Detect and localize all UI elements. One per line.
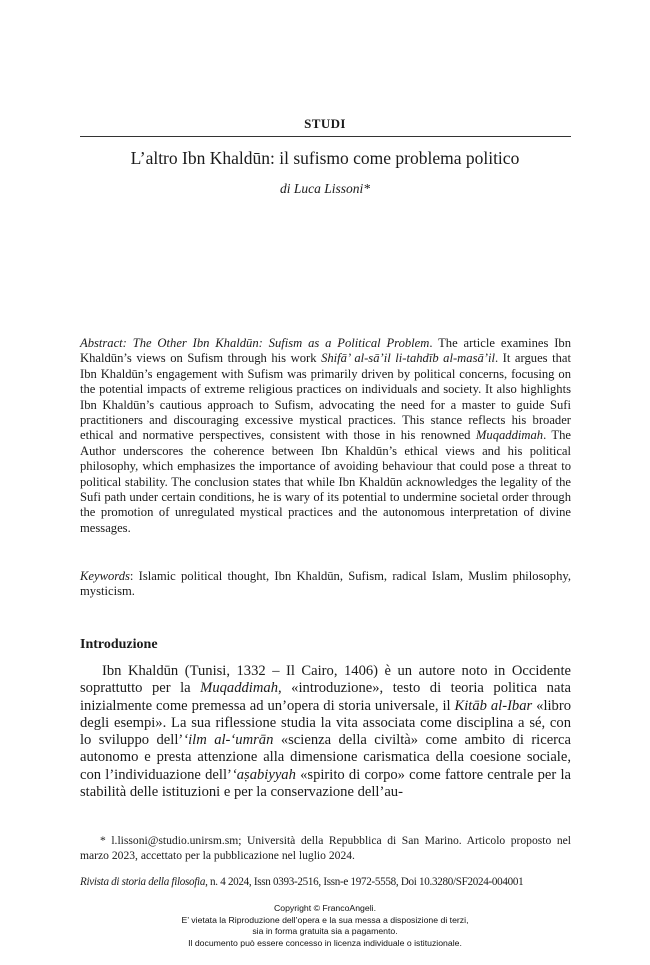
copyright-notice [0,903,650,949]
copyright-line-4: Il documento può essere concesso in licenza individuale o istituzionale. [188,937,462,948]
section-heading-introduzione: Introduzione [80,637,158,652]
keywords-label: Keywords [80,569,130,583]
abstract-text-3: . The Author underscores the coherence between Ibn Khaldūn’s ethical views and his political philosophy, which emphasizes the importance of avoiding behaviour that could pose a threat to political stability. The conclusion states that while Ibn Khaldūn acknowledges the legality of the Sufi path under certain conditions, he is wary of its potential to undermine societal order through the promotion of unregulated mystical practices and the autonomous interpretation of divine messages. [80,428,571,535]
intro-text-2: , «introduzione», testo di teoria politica nata inizialmente come premessa ad un’opera di storia universale, il [80,680,571,714]
intro-muqaddimah: Muqaddimah [200,680,278,697]
abstract-paragraph [80,336,571,536]
header-divider [80,136,571,137]
journal-details: , n. 4 2024, Issn 0393-2516, Issn-e 1972-5558, Doi 10.3280/SF2024-004001 [205,876,524,888]
section-label: STUDI [304,116,346,131]
intro-ilm: ‘ilm al-‘umrān [183,732,274,749]
keywords-text: : Islamic political thought, Ibn Khaldūn, Sufism, radical Islam, Muslim philosophy, mysticism. [80,569,571,599]
abstract-work-title: Shifā’ al-sā’il li-tahdīb al-masā’il [321,351,495,366]
abstract-label: Abstract: The Other Ibn Khaldūn: Sufism as a Political Problem [80,336,430,350]
copyright-line-2: E’ vietata la Riproduzione dell’opera e la sua messa a disposizione di terzi, [181,914,469,925]
intro-text-1: Ibn Khaldūn (Tunisi, 1332 – Il Cairo, 1406) è un autore noto in Occidente soprattutto per la [80,663,571,697]
abstract-text-1: . The article examines Ibn Khaldūn’s views on Sufism through his work [80,336,571,366]
introduction-paragraph [80,663,571,801]
journal-citation [80,876,571,888]
intro-text-4: «scienza della civiltà» come ambito di ricerca autonomo e presta attenzione alla dimensione carismatica della coesione sociale, con l’individuazione dell’ [80,732,571,783]
copyright-line-3: sia in forma gratuita sia a pagamento. [252,926,398,936]
abstract-text-2: . It argues that Ibn Khaldūn’s engagement with Sufism was primarily driven by political concerns, focusing on the potential impacts of extreme religious practices on individuals and society. It also highlights Ibn Khaldūn’s cautious approach to Sufism, advocating the need for a master to guide Sufi practitioners and discouraging excessive mystical practices. This stance reflects his broader ethical and normative perspectives, consistent with those in his renowned [80,351,571,443]
intro-kitab: Kitāb al-Ibar [454,697,533,714]
intro-text-3: «libro degli esempi». La sua riflessione studia la vita associata come disciplina a sé, con lo sviluppo dell’ [80,697,572,749]
journal-name: Rivista di storia della filosofia [80,876,206,888]
intro-asabiyyah: ‘aṣabiyyah [231,766,296,783]
author-footnote: * l.lissoni@studio.unirsm.sm; Università della Repubblica di San Marino. Articolo proposto nel marzo 2023, accettato per la pubblicazione nel luglio 2024. [80,834,571,862]
copyright-line-1: Copyright © FrancoAngeli. [273,903,376,913]
article-author: di Luca Lissoni* [279,181,371,196]
abstract-muqaddimah: Muqaddimah [475,428,544,443]
keywords-paragraph [80,569,571,600]
article-title: L’altro Ibn Khaldūn: il sufismo come problema politico [130,148,520,168]
intro-text-5: «spirito di corpo» come fattore centrale per la stabilità delle istituzioni e per la conservazione dell’au- [80,766,571,801]
